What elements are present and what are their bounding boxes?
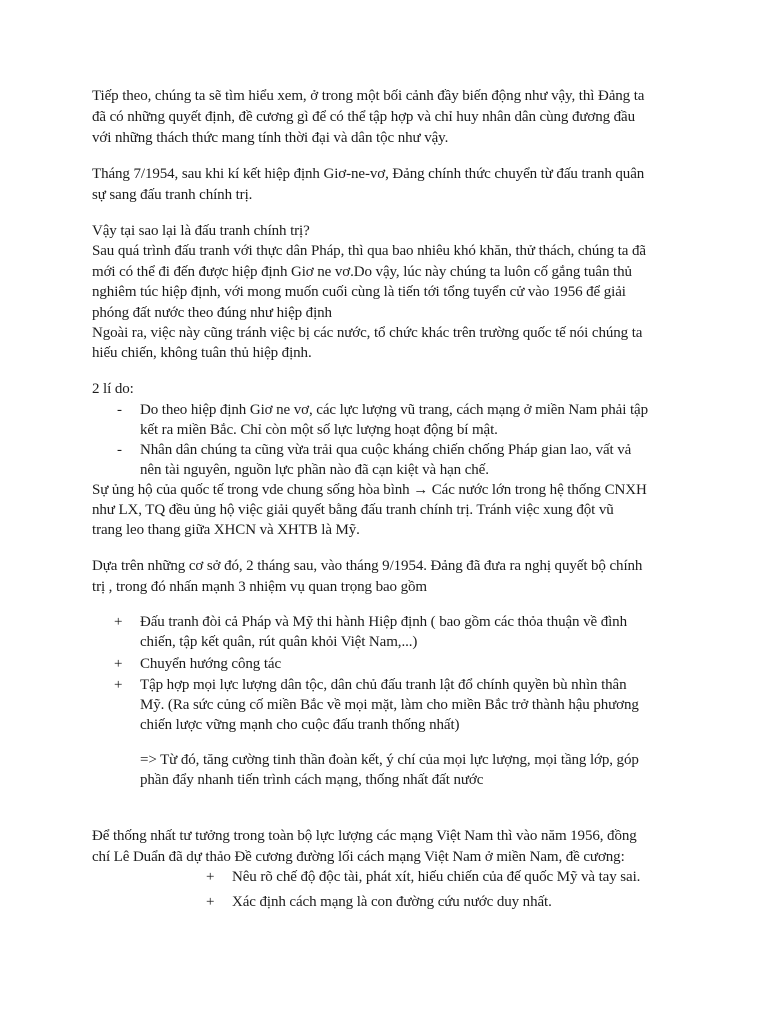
conclusion-line: phần đẩy nhanh tiến trình cách mạng, thống nhất đất nước <box>140 772 484 788</box>
plus-bullet: + <box>206 869 215 885</box>
paragraph-line: như LX, TQ đều ủng hộ việc giải quyết bằng đấu tranh chính trị. Tránh việc xung đột vũ <box>92 502 614 518</box>
paragraph-line: chí Lê Duẩn đã dự thảo Đề cương đường lối cách mạng Việt Nam ở miền Nam, đề cương: <box>92 849 625 865</box>
reasons-heading: 2 lí do: <box>92 381 134 397</box>
why-question: Vậy tại sao lại là đấu tranh chính trị? <box>92 223 310 239</box>
list-item-line: chiến, tập kết quân, rút quân khỏi Việt Nam,...) <box>140 634 418 650</box>
list-item-line: Mỹ. (Ra sức củng cố miền Bắc về mọi mặt, làm cho miền Bắc trở thành hậu phương <box>140 697 639 713</box>
dash-bullet: - <box>117 402 122 418</box>
intro-line: Tiếp theo, chúng ta sẽ tìm hiểu xem, ở trong một bối cảnh đầy biến động như vậy, thì Đảng ta <box>92 88 645 104</box>
paragraph-line: Dựa trên những cơ sở đó, 2 tháng sau, vào tháng 9/1954. Đảng đã đưa ra nghị quyết bộ chính <box>92 558 643 574</box>
paragraph-line: phóng đất nước theo đúng như hiệp định <box>92 305 332 321</box>
intro-line: với những thách thức mang tính thời đại và dân tộc như vậy. <box>92 130 449 146</box>
plus-bullet: + <box>206 894 215 910</box>
plus-bullet: + <box>114 656 123 672</box>
conclusion-line: => Từ đó, tăng cường tinh thần đoàn kết, ý chí của mọi lực lượng, mọi tầng lớp, góp <box>140 752 639 768</box>
list-item-line: Chuyển hướng công tác <box>140 656 282 672</box>
paragraph-line: trang leo thang giữa XHCN và XHTB là Mỹ. <box>92 522 360 538</box>
paragraph-line: mới có thể đi đến được hiệp định Giơ ne vơ.Do vậy, lúc này chúng ta luôn cố gắng tuân thủ <box>92 264 632 280</box>
paragraph-line: nghiêm túc hiệp định, với mong muốn cuối cùng là tiến tới tổng tuyển cử vào 1956 để giải <box>92 284 626 300</box>
paragraph-line: hiếu chiến, không tuân thủ hiệp định. <box>92 345 312 361</box>
paragraph-line: Sau quá trình đấu tranh với thực dân Pháp, thì qua bao nhiêu khó khăn, thử thách, chúng ta đã <box>92 243 646 259</box>
list-item-line: Tập hợp mọi lực lượng dân tộc, dân chủ đấu tranh lật đổ chính quyền bù nhìn thân <box>140 677 627 693</box>
dash-bullet: - <box>117 442 122 458</box>
list-item-line: chiến lược vững mạnh cho cuộc đấu tranh thống nhất) <box>140 717 460 733</box>
list-item-line: Nêu rõ chế độ độc tài, phát xít, hiếu chiến của đế quốc Mỹ và tay sai. <box>232 869 641 885</box>
list-item-line: Xác định cách mạng là con đường cứu nước duy nhất. <box>232 894 552 910</box>
paragraph-line: Ngoài ra, việc này cũng tránh việc bị các nước, tổ chức khác trên trường quốc tế nói chúng ta <box>92 325 643 341</box>
list-item-line: Nhân dân chúng ta cũng vừa trải qua cuộc kháng chiến chống Pháp gian lao, vất vả <box>140 442 632 458</box>
plus-bullet: + <box>114 614 123 630</box>
list-item-line: Do theo hiệp định Giơ ne vơ, các lực lượng vũ trang, cách mạng ở miền Nam phải tập <box>140 402 648 418</box>
intro-line: đã có những quyết định, đề cương gì để có thể tập hợp và chỉ huy nhân dân cùng đương đầu <box>92 109 636 125</box>
paragraph-line: trị , trong đó nhấn mạnh 3 nhiệm vụ quan trọng bao gồm <box>92 579 427 595</box>
list-item-line: kết ra miền Bắc. Chỉ còn một số lực lượng hoạt động bí mật. <box>140 422 498 438</box>
paragraph-line: Để thống nhất tư tưởng trong toàn bộ lực lượng các mạng Việt Nam thì vào năm 1956, đồng <box>92 828 637 844</box>
list-item-line: nên tài nguyên, nguồn lực phần nào đã cạn kiệt và hạn chế. <box>140 462 489 478</box>
paragraph-line: Sự ủng hộ của quốc tế trong vde chung sống hòa bình → Các nước lớn trong hệ thống CNXH <box>92 482 647 498</box>
paragraph-line: Tháng 7/1954, sau khi kí kết hiệp định Giơ-ne-vơ, Đảng chính thức chuyển từ đấu tranh quân <box>92 166 645 182</box>
paragraph-line: sự sang đấu tranh chính trị. <box>92 187 253 203</box>
plus-bullet: + <box>114 677 123 693</box>
list-item-line: Đấu tranh đòi cả Pháp và Mỹ thi hành Hiệp định ( bao gồm các thỏa thuận về đình <box>140 614 627 630</box>
